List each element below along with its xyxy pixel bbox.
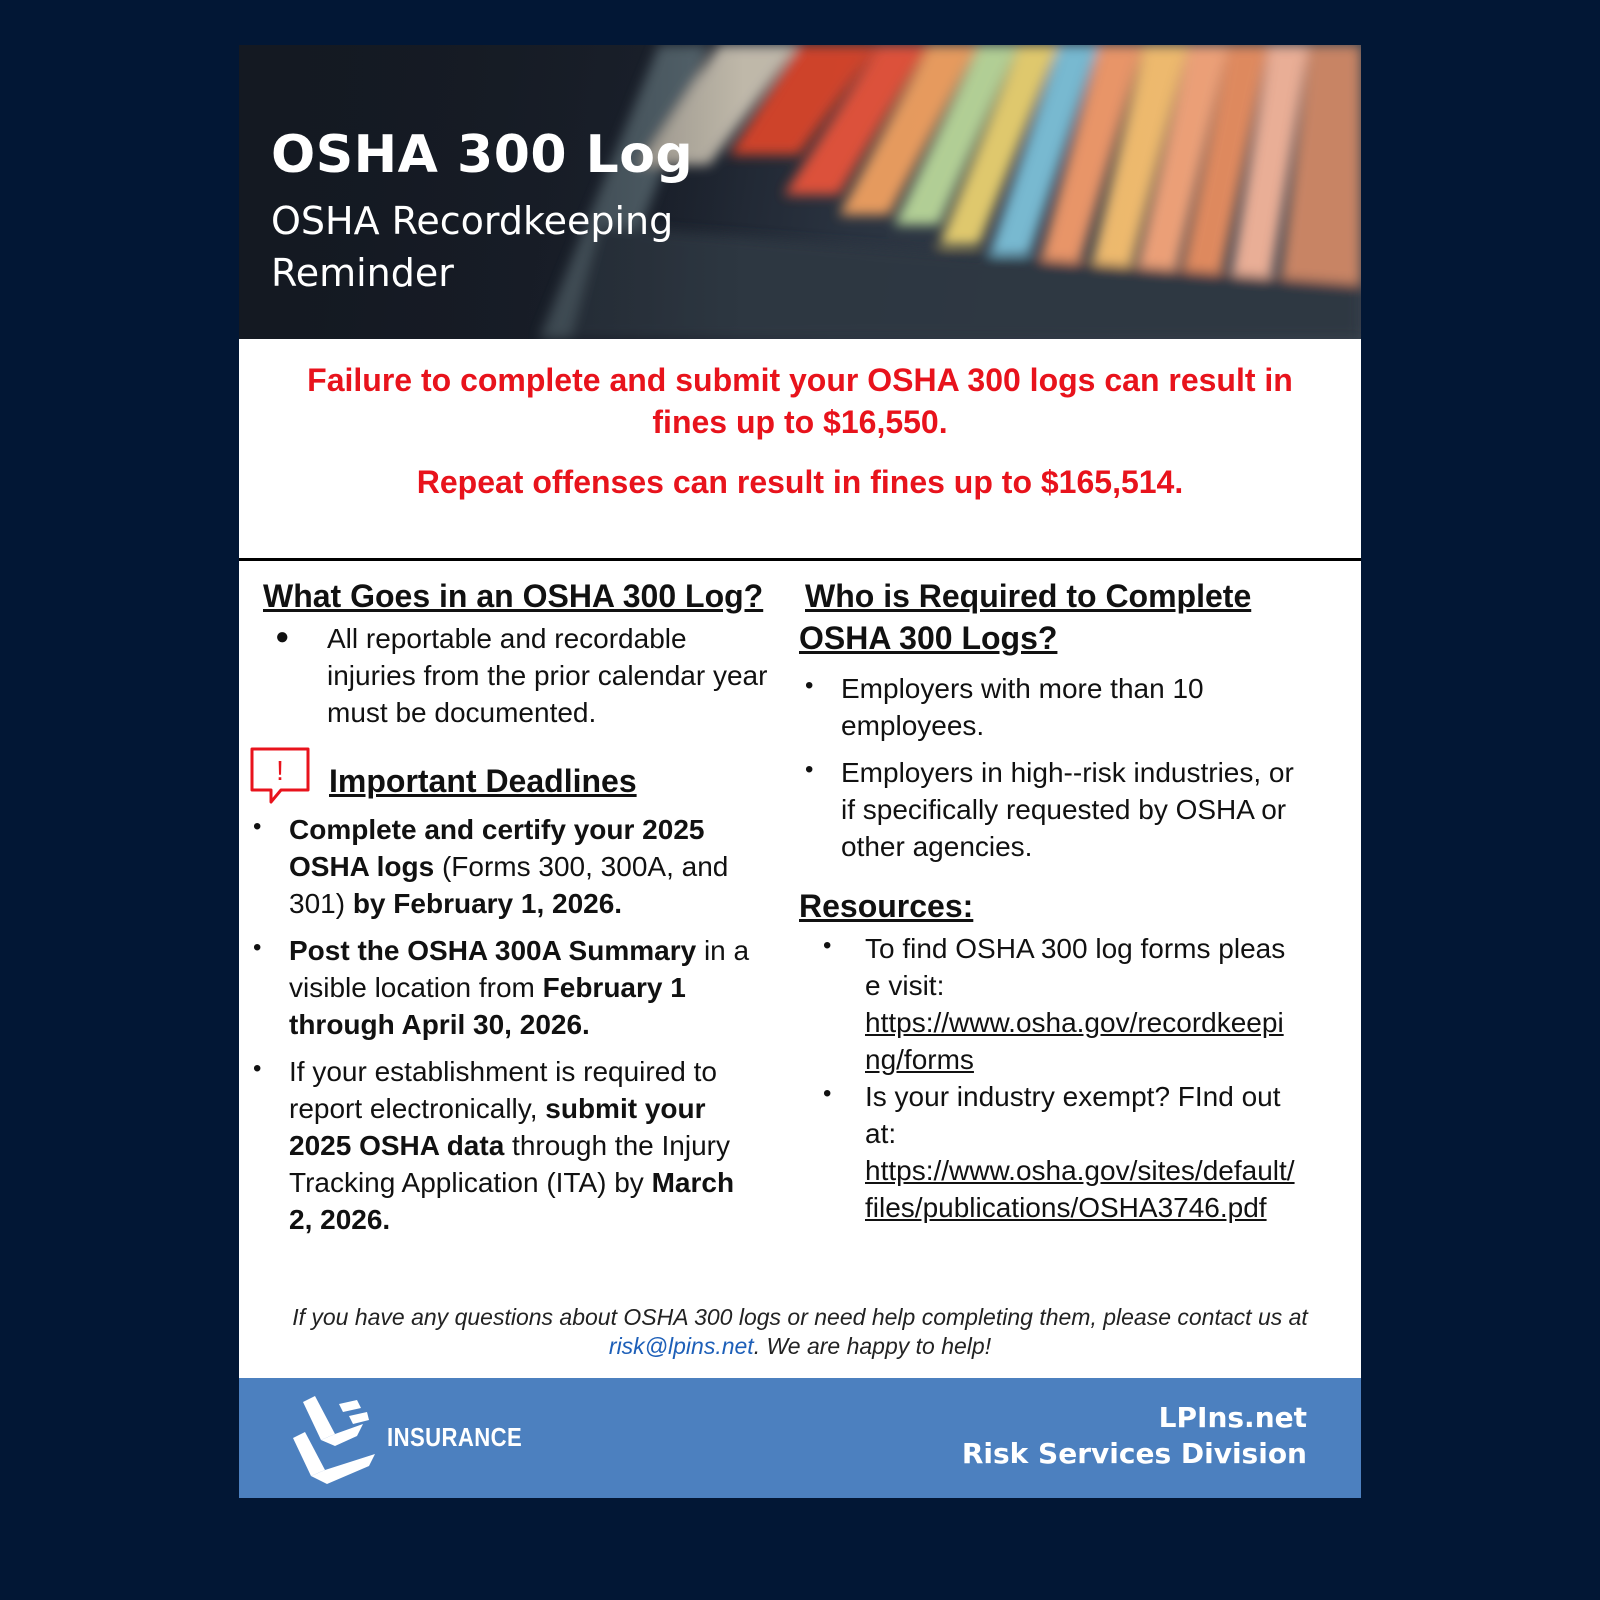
warning-fines: Failure to complete and submit your OSHA 300 logs can result in fines up to $16,550.	[307, 362, 1293, 440]
list-item: • Employers in high--risk industries, or if specifically requested by OSHA or other agencies.	[805, 756, 1294, 862]
list-item: • Complete and certify your 2025 OSHA logs (Forms 300, 300A, and 301) by February 1, 2026.	[253, 813, 729, 919]
resources-heading: Resources:	[799, 888, 974, 924]
page-title: OSHA 300 Log	[271, 125, 694, 185]
deadlines-heading: Important Deadlines	[329, 763, 637, 799]
osha-forms-link[interactable]: https://www.osha.gov/recordkeeping/forms	[865, 1007, 1284, 1075]
contact-note: If you have any questions about OSHA 300 logs or need help completing them, please contact us at risk@lpins.net. We are happy to help!	[292, 1304, 1308, 1359]
lp-logo-icon	[291, 1394, 381, 1486]
brand-wordmark: INSURANCE	[387, 1422, 523, 1452]
svg-text:!: !	[276, 755, 284, 786]
flyer-sheet	[239, 45, 1361, 1498]
footer-bar	[239, 1378, 1361, 1498]
list-item: ● All reportable and recordable injuries from the prior calendar year must be documented.	[275, 623, 768, 728]
contact-email-link[interactable]: risk@lpins.net	[608, 1333, 754, 1359]
website-link[interactable]: LPIns.net	[1158, 1401, 1307, 1434]
alert-speech-icon	[249, 746, 311, 808]
footer-info	[962, 1400, 1307, 1472]
list-item: • Post the OSHA 300A Summary in a visible location from February 1 through April 30, 2026.	[253, 934, 750, 1040]
list-item: • Employers with more than 10 employees.	[805, 672, 1204, 741]
header-banner	[239, 45, 1361, 339]
what-goes-heading: What Goes in an OSHA 300 Log?	[263, 578, 764, 614]
list-item: • Is your industry exempt? FInd out at: https://www.osha.gov/sites/default/files/publications/OSHA3746.pdf	[823, 1080, 1295, 1223]
who-required-heading: Who is Required to Complete OSHA 300 Logs?	[799, 578, 1252, 656]
page-subtitle: OSHA Recordkeeping Reminder	[271, 199, 674, 295]
list-item: • If your establishment is required to report electronically, submit your 2025 OSHA data through the Injury Tracking Application (ITA) by March 2, 2026.	[253, 1055, 735, 1235]
list-item: • To find OSHA 300 log forms please visit: https://www.osha.gov/recordkeeping/forms	[823, 932, 1286, 1075]
osha-exemption-link[interactable]: https://www.osha.gov/sites/default/files/publications/OSHA3746.pdf	[865, 1155, 1295, 1223]
warning-repeat-fines: Repeat offenses can result in fines up to $165,514.	[416, 464, 1184, 500]
warning-section	[239, 339, 1361, 561]
division-name: Risk Services Division	[961, 1437, 1307, 1470]
